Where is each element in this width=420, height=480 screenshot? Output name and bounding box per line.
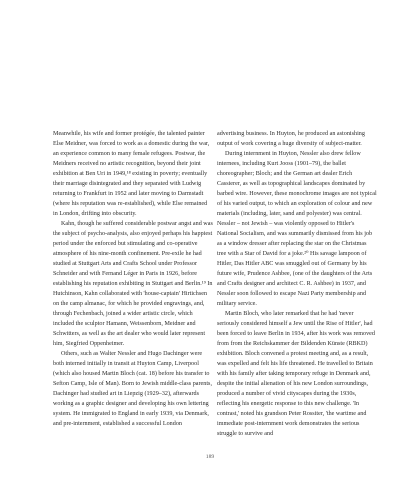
paragraph: advertising business. In Huyton, he produced an astonishing output of work covering a huge diversity of subject-matter. xyxy=(217,131,365,147)
page-number: 189 xyxy=(205,454,215,460)
paragraph: Others, such as Walter Nessler and Hugo Dachinger were both interned initially in transit at Huyton Camp, Liverpool (which also housed Martin Bloch (cat. 18) before his transfer to Sefton Camp, Isle of Man). Born to Jewish middle-class parents, Dachinger had studied art in Liepzig (1929–32), afterwards working as a graphic designer and developing his own lettering system. He immigrated to England in early 1939, via Denmark, and pre-internment, established a successful London xyxy=(53,351,212,427)
left-text-column xyxy=(53,129,213,429)
paragraph: During internment in Huyton, Nessler also drew fellow internees, including Kurt Jooss (1901–79), the ballet choreographer; Bloch; and the German art dealer Erich Cassierer, as well as topographical landscapes dominated by barbed wire. However, these monochrome images are not typical of his varied output, to which an exploration of colour and new materials (including, later, sand and polyester) was central. Nessler – not Jewish – was violently opposed to Hitler's National Socialism, and was summarily dismissed from his job as a window dresser after replacing the star on the Christmas tree with a Star of David for a joke.²⁰ His savage lampoon of Hitler, Das Hitler ABC was smuggled out of Germany by his future wife, Prudence Ashbee, (one of the daughters of the Arts and Crafts designer and architect C. R. Ashbee) in 1937, and Nessler soon followed to escape Nazi Party membership and military service. xyxy=(217,151,377,307)
paragraph: Kahn, though he suffered considerable postwar angst and was the subject of psycho-analysis, also enjoyed perhaps his happiest period under the enforced but stimulating and co-operative atmosphere of his nine-month confinement. Pre-exile he had studied at Stuttgart Arts and Crafts School under Professor Schneider and with Fernand Léger in Paris in 1926, before establishing his reputation exhibiting in Stuttgart and Berlin.¹⁹ In Hutchinson, Kahn collaborated with 'house-captain' Hirtichsen on the camp almanac, for which he provided engravings, and, through Fechenbach, joined a wider artistic circle, which included the sculptor Hamann, Weissenborn, Meidner and Schwitters, as well as the art dealer who would later represent him, Siegfried Oppenheimer. xyxy=(53,221,213,347)
right-text-column xyxy=(217,129,377,439)
paragraph: Martin Bloch, who later remarked that he had 'never seriously considered himself a Jew until the Rise of Hitler', had been forced to leave Berlin in 1934, after his work was removed from from the Reichskammer der Bildenden Künste (RBKD) exhibition. Bloch convened a protest meeting and, as a result, was expelled and felt his life threatened. He travelled to Britain with his family after taking temporary refuge in Denmark and, despite the initial alienation of his new London surroundings, produced a number of vivid cityscapes during the 1930s, reflecting his energetic response to this new challenge. 'In contrast,' noted his grandson Peter Rossiter, 'the wartime and immediate post-internment work demonstrates the serious struggle to survive and xyxy=(217,311,375,437)
paragraph: Meanwhile, his wife and former protégée, the talented painter Else Meidner, was forced to work as a domestic during the war, an experience common to many female refugees. Postwar, the Meidners received no artistic recognition, beyond their joint exhibition at Ben Uri in 1949,¹⁸ existing in poverty; eventually their marriage disintegrated and they separated with Ludwig returning to Frankfurt in 1952 and later moving to Darmstadt (where his reputation was re-established), while Else remained in London, drifting into obscurity. xyxy=(53,131,210,217)
